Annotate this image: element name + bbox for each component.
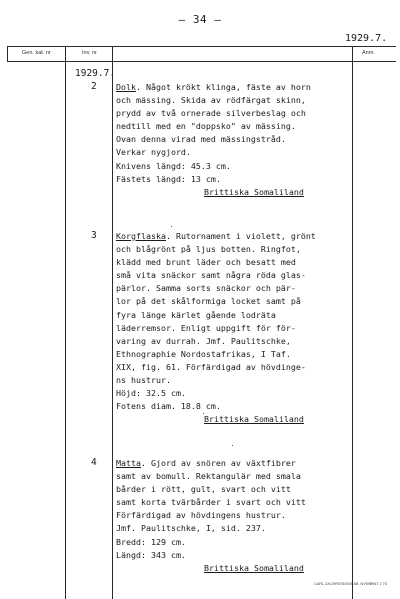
catalogue-entry: Dolk. Något krökt klinga, fäste av horn och mässing. Skida av rödfärgat skinn, prydd av två ornerade silverbeslag och nedtill med en "doppsko" av mässing. Ovan denna virad med mässingstråd. Verkar nygjord. Knivens längd: 45.3 cm. Fästets längd: 13 cm. Brittiska Somaliland (116, 81, 351, 199)
object-name: Korgflaska (116, 231, 166, 241)
scan-speck (203, 413, 204, 414)
gen-kat-column-rule (65, 46, 66, 599)
column-header-anm: Anm. (362, 50, 375, 56)
inventory-number: 4 (91, 457, 97, 468)
entry-line: Knivens längd: 45.3 cm. (116, 160, 231, 171)
year-label: 1929.7. (75, 68, 116, 79)
inventory-number: 3 (91, 230, 97, 241)
catalogue-entry: Matta. Gjord av snören av växtfibrer samt av bomull. Rektangulär med smala bårder i rött, gult, svart och vitt samt korta tvärbårder i svart och vitt Förfärdigad av hövdingens hustrur. Jmf. Paulitschke, I, sid. 237. Bredd: 129 cm. Längd: 343 cm. Brittiska Somaliland (116, 457, 351, 575)
entry-line: Ovan denna virad med mässingstråd. (116, 134, 286, 145)
scan-speck (171, 226, 172, 227)
object-name: Dolk (116, 82, 136, 92)
entry-line: Ethnographie Nordostafrikas, I Taf. (116, 348, 291, 359)
entry-line: nedtill med en "doppsko" av mässing. (116, 121, 296, 132)
origin-label: Brittiska Somaliland (204, 562, 304, 573)
entry-line: Längd: 343 cm. (116, 549, 186, 560)
header-year: 1929.7. (345, 33, 388, 44)
object-name: Matta (116, 458, 141, 468)
entry-line: och blågrönt på ljus botten. Ringfot, (116, 244, 301, 255)
entry-line: läderremsor. Enligt uppgift för för- (116, 322, 296, 333)
entry-line: pärlor. Samma sorts snäckor och pär- (116, 283, 296, 294)
entry-line: XIX, fig. 61. Förfärdigad av hövdinge- (116, 361, 306, 372)
catalogue-entry: Korgflaska. Rutornament i violett, grönt och blågrönt på ljus botten. Ringfot, klädd med brunt läder och besatt med små vita snäckor samt några röda glas- pärlor. Samma sorts snäckor och pär- lor på det skålformiga locket samt på fyra länge kärlet gående lodräta läderremsor. Enligt uppgift för för- varing av durrah. Jmf. Paulitschke, Ethnographie Nordostafrikas, I Taf. XIX, fig. 61. Förfärdigad av hövdinge- ns hustrur. Höjd: 32.5 cm. Fotens diam. 18.8 cm. Brittiska Somaliland (116, 230, 351, 426)
entry-line: Fotens diam. 18.8 cm. (116, 401, 221, 412)
entry-line: små vita snäckor samt några röda glas- (116, 270, 306, 281)
column-header-gen-kat: Gen. kat. nr (22, 50, 51, 56)
inv-column-rule (112, 46, 113, 599)
origin-label: Brittiska Somaliland (204, 186, 304, 197)
entry-line: fyra länge kärlet gående lodräta (116, 309, 276, 320)
scan-speck (232, 445, 233, 446)
column-header-inv: Inv. nr (82, 50, 97, 56)
entry-line: och mässing. Skida av rödfärgat skinn, (116, 95, 306, 106)
anm-column-rule (352, 46, 353, 599)
form-code: 8967 2 70 (370, 582, 387, 586)
entry-line: prydd av två ornerade silverbeslag och (116, 108, 306, 119)
entry-line: klädd med brunt läder och besatt med (116, 257, 296, 268)
entry-line: lor på det skålformiga locket samt på (116, 296, 301, 307)
page-number: – 34 – (178, 13, 222, 26)
entry-line: Verkar nygjord. (116, 147, 191, 158)
print-mark: CARL ZACHRISSONS AB. NYKR. (314, 582, 373, 586)
entry-line: ns hustrur. (116, 375, 171, 386)
entry-line: Fästets längd: 13 cm. (116, 173, 221, 184)
inventory-number: 2 (91, 81, 97, 92)
entry-line: samt korta tvärbårder i svart och vitt (116, 497, 306, 508)
entry-line: bårder i rött, gult, svart och vitt (116, 484, 291, 495)
entry-line: Förfärdigad av hövdingens hustrur. (116, 510, 286, 521)
entry-line: varing av durrah. Jmf. Paulitschke, (116, 335, 291, 346)
entry-line: Bredd: 129 cm. (116, 536, 186, 547)
entry-line: samt av bomull. Rektangulär med smala (116, 471, 301, 482)
entry-line: Höjd: 32.5 cm. (116, 388, 186, 399)
origin-label: Brittiska Somaliland (204, 414, 304, 425)
entry-line: Jmf. Paulitschke, I, sid. 237. (116, 523, 266, 534)
table-left-rule (7, 46, 8, 61)
